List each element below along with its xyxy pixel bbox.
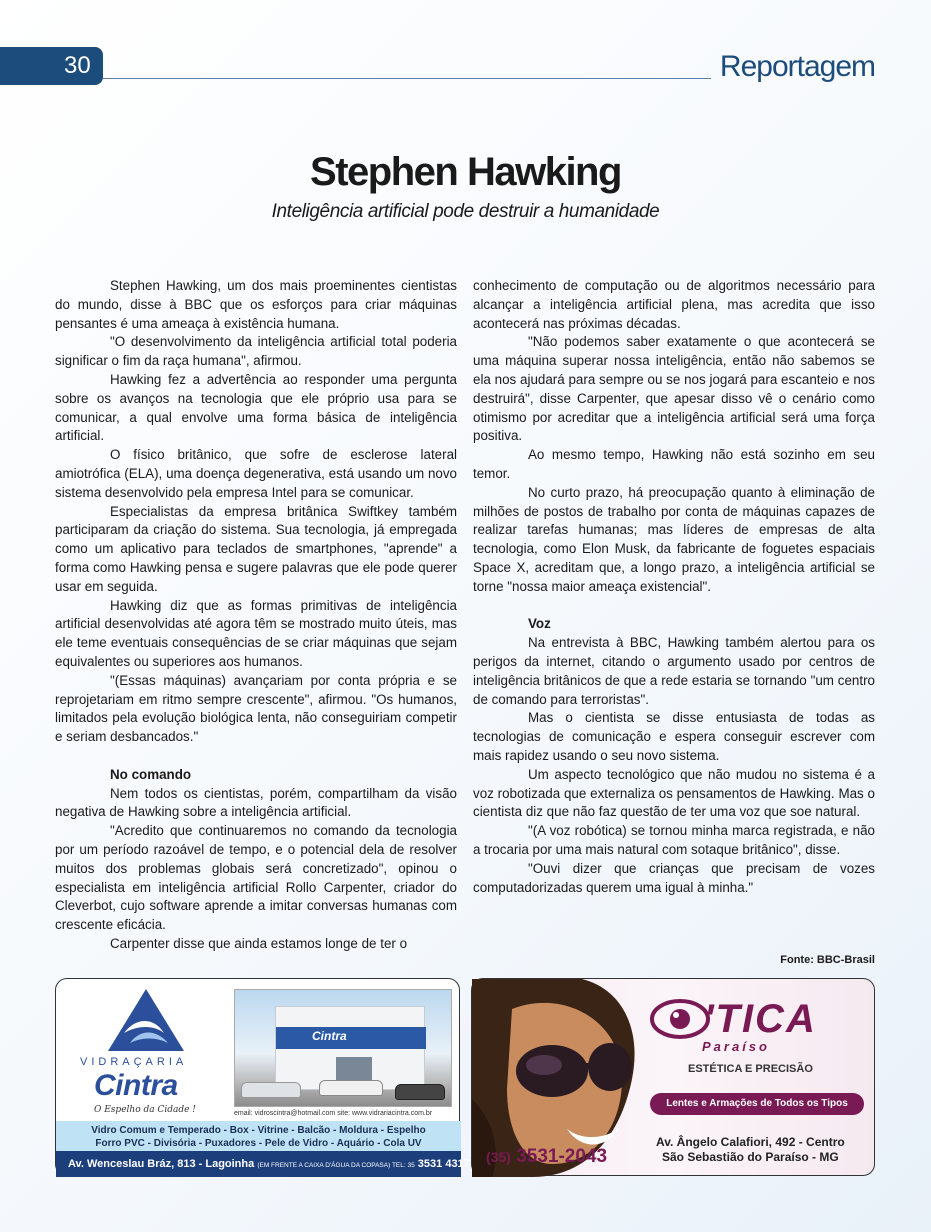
paragraph: Mas o cientista se disse entusiasta de todas as tecnologias de comunicação e espera conseguir escrever com mais rapidez usando o seu novo sistema. [473,710,875,763]
paragraph: "O desenvolvimento da inteligência artificial total poderia significar o fim da raça humana", afirmou. [55,334,457,369]
paragraph: Especialistas da empresa britânica Swiftkey também participaram da criação do sistema. Sua tecnologia, já empregada como um aplicativo para teclados de smartphones, "aprende" a forma como Hawking pensa e sugere palavras que ele pode querer usar em seguida. [55,503,457,594]
services-line: Vidro Comum e Temperado - Box - Vitrine - Balcão - Moldura - Espelho [91,1125,426,1136]
article-title: Stephen Hawking [310,150,621,194]
paragraph: No curto prazo, há preocupação quanto à eliminação de milhões de postos de trabalho por conta de máquinas capazes de realizar tarefas humanas; mas líderes de empresas de alta tecnologia, como Elon Musk, da fabricante de foguetes espaciais Space X, acreditam que, a longo prazo, a inteligência artificial se torne "nossa maior ameaça existencial". [473,484,875,594]
services-line: Forro PVC - Divisória - Puxadores - Pele de Vidro - Aquário - Cola UV [95,1138,422,1149]
otica-name: 'TICA [704,997,817,1041]
paragraph: Na entrevista à BBC, Hawking também alertou para os perigos da internet, citando o argumento usado por centros de inteligência britânicos de que a rede estaria se tornando "um centro de comando para terroristas". [473,635,875,707]
otica-address-line: São Sebastião do Paraíso - MG [661,1150,839,1164]
vidracaria-label: VIDRAÇARIA [80,1056,188,1068]
article-source: Fonte: BBC-Brasil [780,954,875,966]
section-heading-voz: Voz [528,616,551,632]
vidracaria-address: Av. Wenceslau Bráz, 813 - Lagoinha [68,1158,255,1170]
cintra-logo-icon [106,987,186,1053]
otica-subname: Paraíso [702,1039,770,1054]
article-column-right [473,277,875,897]
building-sign-band [276,1027,426,1049]
paragraph: "(Essas máquinas) avançariam por conta própria e se reprojetariam em ritmo sempre crescente", afirmou. "Os humanos, limitados pela evolução biológica lenta, não conseguiriam competir e seriam desbancados." [55,672,457,745]
paragraph: Stephen Hawking, um dos mais proeminentes cientistas do mundo, disse à BBC que os esforços para criar máquinas pensantes é uma ameaça à existência humana. [55,278,457,331]
article-subtitle: Inteligência artificial pode destruir a humanidade [271,201,660,222]
paragraph: "Ouvi dizer que crianças que precisam de vozes computadorizadas querem uma igual à minha." [473,860,875,895]
otica-address [656,1135,845,1165]
paragraph: O físico britânico, que sofre de esclerose lateral amiotrófica (ELA), uma doença degenerativa, está usando um novo sistema desenvolvido pela empresa Intel para se comunicar. [55,447,457,500]
ad-vidracaria-cintra [55,978,470,1176]
paragraph-continued: conhecimento de computação ou de algoritmos necessário para alcançar a inteligência artificial plena, mas acredita que isso acontecerá nas próximas décadas. [473,278,875,331]
vidracaria-slogan: O Espelho da Cidade ! [94,1105,196,1115]
section-heading-no-comando: No comando [110,766,192,782]
otica-phone [486,1146,607,1168]
paragraph: Nem todos os cientistas, porém, compartilham da visão negativa de Hawking sobre a inteligência artificial. [55,785,457,820]
vidracaria-footer [56,1151,470,1177]
page-number: 30 [0,47,103,85]
otica-area-code: (35) [486,1149,511,1165]
car [241,1082,301,1098]
paragraph: "Acredito que continuaremos no comando da tecnologia por um período razoável de tempo, e o potencial dela de resolver muitos dos problemas globais será concretizado", opinou o especialista em inteligência artificial Rollo Carpenter, criador do Cleverbot, cujo software aprende a imitar conversas humanas com crescente eficácia. [55,823,457,933]
building-sign: Cintra [312,1029,347,1043]
paragraph: Um aspecto tecnológico que não mudou no sistema é a voz robotizada que externaliza os pensamentos de Hawking. Mas o cientista diz que não faz questão de ter uma voz que soe natural. [473,766,875,820]
otica-phone-number: 3531-2043 [516,1146,608,1167]
paragraph: Carpenter disse que ainda estamos longe de ter o [110,935,408,951]
vidracaria-phone: 3531 4317 [417,1158,470,1170]
car [319,1080,383,1096]
ad-otica-paraiso [471,978,875,1176]
paragraph: "Não podemos saber exatamente o que acontecerá se uma máquina superar nossa inteligência, então não sabemos se ela nos ajudará para sempre ou se nos jogará para escanteio e nos destruirá", disse Carpenter, que apesar disso vê o cenário como otimismo por acreditar que a inteligência artificial será uma força positiva. [473,334,875,444]
article-column-left [55,277,457,954]
vidracaria-contacts: email: vidroscintra@hotmail.com site: www.vidrariacintra.com.br [234,1110,433,1117]
otica-address-line: Av. Ângelo Calafiori, 492 - Centro [656,1135,845,1149]
car [395,1084,445,1100]
header-rule [103,78,711,79]
eye-logo-icon [650,993,710,1043]
storefront-photo [234,989,452,1107]
paragraph: Hawking diz que as formas primitivas de inteligência artificial desenvolvidas até agora têm se mostrado muito úteis, mas ele teme eventuais consequências de se criar máquinas que sejam equivalentes ou superiores aos humanos. [55,597,457,669]
paragraph: Hawking fez a advertência ao responder uma pergunta sobre os avanços na tecnologia que ele próprio usa para se comunicar, a qual envolve uma forma básica de inteligência artificial. [55,371,457,444]
paragraph: Ao mesmo tempo, Hawking não está sozinho em seu temor. [473,447,875,481]
building [275,1006,425,1090]
paragraph: "(A voz robótica) se tornou minha marca registrada, e não a trocaria por uma mais natural com sotaque britânico", disse. [473,823,875,857]
vidracaria-services [56,1121,461,1151]
vidracaria-name: Cintra [94,1069,178,1102]
otica-services-badge: Lentes e Armações de Todos os Tipos [650,1093,864,1115]
section-title: Reportagem [719,50,875,83]
vidracaria-address-note: (EM FRENTE A CAIXA D'ÁGUA DA COPASA) TEL: 35 [257,1162,415,1169]
otica-tagline: ESTÉTICA E PRECISÃO [688,1063,813,1075]
